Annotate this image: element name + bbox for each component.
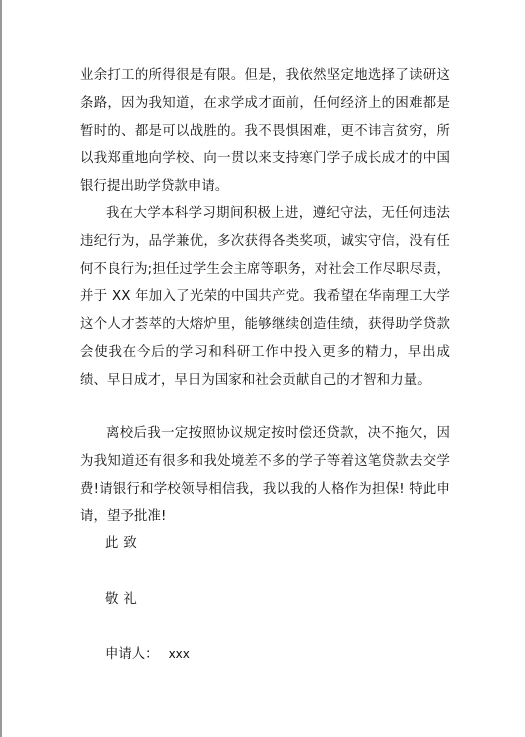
signature-line [105,644,190,665]
body-paragraph-2: 我在大学本科学习期间积极上进，遵纪守法，无任何违法违纪行为，品学兼优，多次获得各类奖项，诚实守信，没有任何不良行为;担任过学生会主席等职务，对社会工作尽职尽责，并于 XX 年加入了光荣的中国共产党。我希望在华南理工大学这个人才荟萃的大熔炉里，能够继续创造佳绩，获得助学贷款会使我在今后的学习和科研工作中投入更多的精力，早出成绩、早日成才，早日为国家和社会贡献自己的才智和力量。 [80,206,450,388]
body-paragraph-1: 业余打工的所得很是有限。但是，我依然坚定地选择了读研这条路，因为我知道，在求学成才面前，任何经济上的困难都是暂时的、都是可以战胜的。我不畏惧困难，更不讳言贫穷，所以我郑重地向学校、向一贯以来支持寒门学子成长成才的中国银行提出助学贷款申请。 [80,68,450,195]
signature-name: xxx [168,647,190,661]
closing-line-2: 敬礼 [105,592,142,607]
signature-label: 申请人： [105,647,159,662]
body-paragraph-3: 离校后我一定按照协议规定按时偿还贷款，决不拖欠，因为我知道还有很多和我处境差不多的学子等着这笔贷款去交学费!请银行和学校领导相信我，我以我的人格作为担保! 特此申请，望予批准! [80,426,450,525]
closing-line-1: 此致 [105,536,142,551]
